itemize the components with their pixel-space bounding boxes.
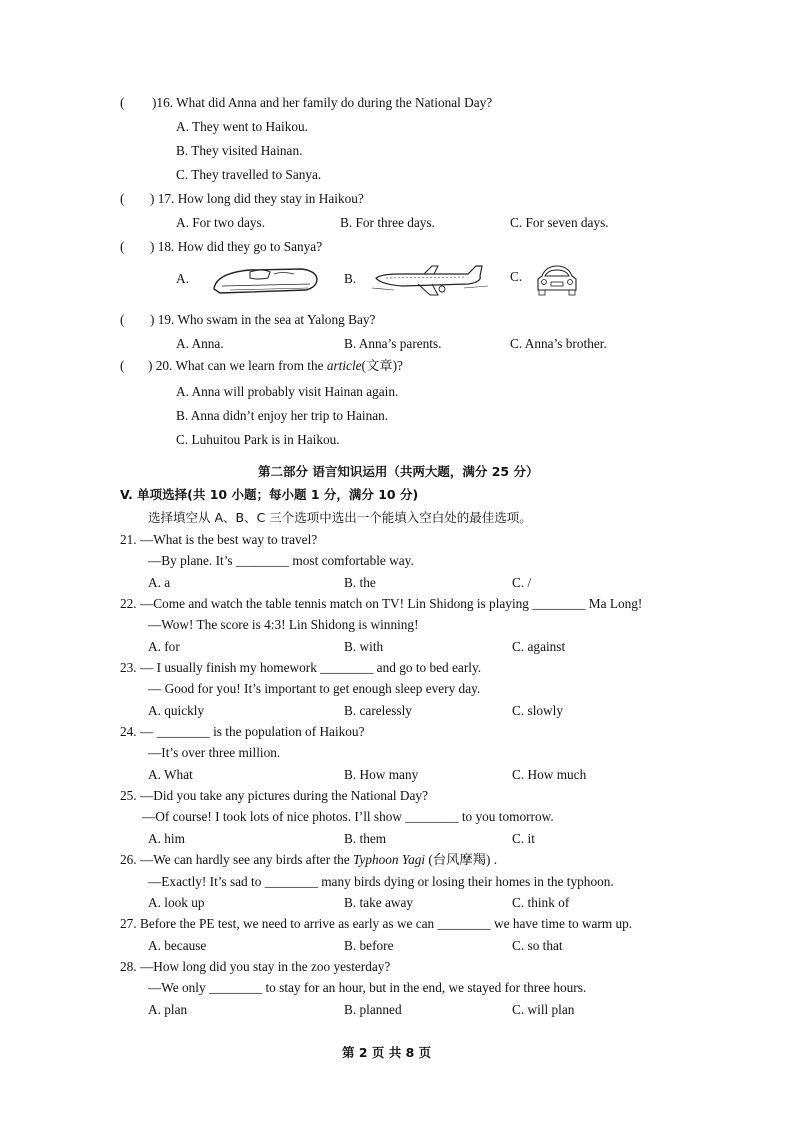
q28-option-b: B. planned: [344, 1002, 402, 1017]
answer-bracket-18[interactable]: (: [120, 239, 125, 254]
section-v-title: V. 单项选择(共 10 小题；每小题 1 分，满分 10 分): [120, 487, 419, 502]
q18-option-a: A.: [176, 271, 189, 286]
question-28: 28. —How long did you stay in the zoo yesterday?: [120, 959, 391, 974]
q26-option-c: C. think of: [512, 895, 570, 910]
question-25: 25. —Did you take any pictures during the National Day?: [120, 788, 428, 803]
question-21-line2: —By plane. It’s ________ most comfortable way.: [148, 553, 414, 568]
car-icon: [534, 262, 580, 298]
q19-option-a: A. Anna.: [176, 336, 224, 351]
airplane-icon: [372, 262, 490, 298]
q28-option-c: C. will plan: [512, 1002, 575, 1017]
q25-option-b: B. them: [344, 831, 387, 846]
q22-option-c: C. against: [512, 639, 566, 654]
question-26-line2: —Exactly! It’s sad to ________ many birds dying or losing their homes in the typhoon.: [148, 874, 614, 889]
q18-option-c: C.: [510, 269, 523, 284]
question-27: 27. Before the PE test, we need to arrive as early as we can ________ we have time to warm up.: [120, 916, 633, 931]
section-instruction: 选择填空从 A、B、C 三个选项中选出一个能填入空白处的最佳选项。: [148, 510, 532, 525]
q19-option-b: B. Anna’s parents.: [344, 336, 442, 351]
question-25-line2: —Of course! I took lots of nice photos. I’ll show ________ to you tomorrow.: [142, 809, 554, 824]
q25-option-a: A. him: [148, 831, 185, 846]
q16-option-b: B. They visited Hainan.: [176, 143, 303, 158]
q20-option-b: B. Anna didn’t enjoy her trip to Hainan.: [176, 408, 389, 423]
q23-option-b: B. carelessly: [344, 703, 412, 718]
answer-bracket-16[interactable]: (: [120, 95, 125, 110]
question-22: 22. —Come and watch the table tennis match on TV! Lin Shidong is playing ________ Ma Long!: [120, 596, 643, 611]
high-speed-train-icon: [210, 263, 320, 297]
q27-option-b: B. before: [344, 938, 394, 953]
q16-option-a: A. They went to Haikou.: [176, 119, 308, 134]
q23-option-c: C. slowly: [512, 703, 563, 718]
part2-title: 第二部分 语言知识运用（共两大题，满分 25 分）: [258, 464, 539, 479]
q22-option-b: B. with: [344, 639, 384, 654]
question-26: 26. —We can hardly see any birds after the Typhoon Yagi (台风摩羯) .: [120, 852, 498, 867]
q17-option-b: B. For three days.: [340, 215, 435, 230]
question-23-line2: — Good for you! It’s important to get enough sleep every day.: [148, 681, 481, 696]
page-number: 第 2 页 共 8 页: [342, 1045, 432, 1060]
question-22-line2: —Wow! The score is 4:3! Lin Shidong is winning!: [148, 617, 419, 632]
answer-bracket-17[interactable]: (: [120, 191, 125, 206]
q18-option-b: B.: [344, 271, 357, 286]
q20-option-c: C. Luhuitou Park is in Haikou.: [176, 432, 340, 447]
q21-option-a: A. a: [148, 575, 171, 590]
q24-option-c: C. How much: [512, 767, 587, 782]
question-16: )16. What did Anna and her family do during the National Day?: [152, 95, 493, 110]
question-24: 24. — ________ is the population of Haikou?: [120, 724, 365, 739]
question-23: 23. — I usually finish my homework ________ and go to bed early.: [120, 660, 482, 675]
question-21: 21. —What is the best way to travel?: [120, 532, 318, 547]
q27-option-a: A. because: [148, 938, 207, 953]
q24-option-a: A. What: [148, 767, 193, 782]
question-24-line2: —It’s over three million.: [148, 745, 281, 760]
question-17: ) 17. How long did they stay in Haikou?: [150, 191, 364, 206]
q19-option-c: C. Anna’s brother.: [510, 336, 607, 351]
q20-option-a: A. Anna will probably visit Hainan again.: [176, 384, 399, 399]
q17-option-a: A. For two days.: [176, 215, 266, 230]
q25-option-c: C. it: [512, 831, 535, 846]
q22-option-a: A. for: [148, 639, 180, 654]
q27-option-c: C. so that: [512, 938, 563, 953]
q26-option-b: B. take away: [344, 895, 414, 910]
question-18: ) 18. How did they go to Sanya?: [150, 239, 323, 254]
q17-option-c: C. For seven days.: [510, 215, 609, 230]
answer-bracket-19[interactable]: (: [120, 312, 125, 327]
question-20: ) 20. What can we learn from the article(文章)?: [148, 358, 403, 373]
q24-option-b: B. How many: [344, 767, 419, 782]
q28-option-a: A. plan: [148, 1002, 188, 1017]
q26-option-a: A. look up: [148, 895, 205, 910]
question-28-line2: —We only ________ to stay for an hour, but in the end, we stayed for three hours.: [148, 980, 587, 995]
q21-option-c: C. /: [512, 575, 532, 590]
q23-option-a: A. quickly: [148, 703, 205, 718]
question-19: ) 19. Who swam in the sea at Yalong Bay?: [150, 312, 376, 327]
q16-option-c: C. They travelled to Sanya.: [176, 167, 322, 182]
answer-bracket-20[interactable]: (: [120, 358, 125, 373]
q21-option-b: B. the: [344, 575, 376, 590]
